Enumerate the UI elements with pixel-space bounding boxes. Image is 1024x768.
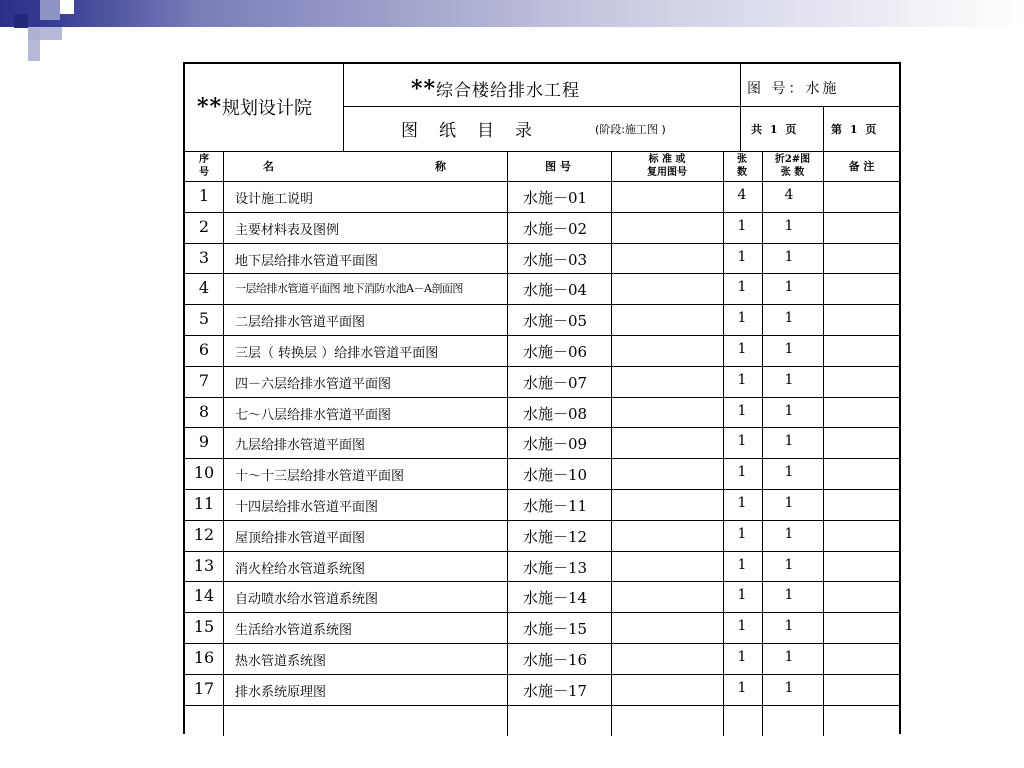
divider bbox=[185, 151, 899, 152]
row-sheet-count: 1 bbox=[737, 679, 747, 696]
col-header-standard: 标 准 或 复用图号 bbox=[647, 154, 687, 178]
row-seq-number: 10 bbox=[193, 463, 215, 483]
divider bbox=[185, 397, 899, 398]
row-fold-count: 1 bbox=[784, 402, 794, 419]
row-fold-count: 1 bbox=[784, 679, 794, 696]
decoration-block bbox=[40, 40, 62, 62]
col-header-sheets: 张 数 bbox=[737, 154, 747, 178]
row-fold-count: 1 bbox=[784, 495, 794, 511]
divider bbox=[185, 489, 899, 490]
row-fold-count: 1 bbox=[784, 279, 794, 296]
row-drawing-code: 水施－03 bbox=[523, 250, 588, 269]
row-fold-count: 1 bbox=[784, 310, 794, 327]
row-seq-number: 17 bbox=[193, 678, 215, 698]
row-seq-number: 5 bbox=[198, 309, 210, 329]
row-fold-count: 1 bbox=[784, 618, 794, 635]
divider bbox=[611, 151, 612, 736]
row-drawing-code: 水施－12 bbox=[523, 527, 588, 546]
decoration-square bbox=[40, 0, 60, 20]
row-seq-number: 13 bbox=[193, 555, 215, 575]
row-drawing-code: 水施－13 bbox=[523, 558, 588, 577]
divider bbox=[823, 151, 824, 736]
divider bbox=[185, 520, 899, 521]
project-title: **综合楼给排水工程 bbox=[411, 76, 581, 102]
row-seq-number: 2 bbox=[198, 216, 210, 236]
row-drawing-name: 十四层给排水管道平面图 bbox=[235, 500, 379, 515]
row-sheet-count: 1 bbox=[737, 279, 747, 296]
row-sheet-count: 1 bbox=[737, 587, 747, 604]
row-drawing-name: 热水管道系统图 bbox=[235, 654, 327, 669]
decoration-square bbox=[60, 0, 74, 14]
row-seq-number: 12 bbox=[193, 524, 215, 544]
row-seq-number: 8 bbox=[198, 401, 210, 421]
row-drawing-name: 三层（ 转换层 ）给排水管道平面图 bbox=[235, 346, 439, 361]
row-fold-count: 1 bbox=[784, 433, 794, 450]
row-drawing-name: 七～八层给排水管道平面图 bbox=[235, 407, 392, 423]
row-drawing-code: 水施－08 bbox=[523, 404, 588, 423]
divider bbox=[343, 106, 899, 107]
row-drawing-name: 一层给排水管道平面图 地下消防水池A－A剖面图 bbox=[235, 282, 463, 296]
row-drawing-code: 水施－09 bbox=[523, 435, 588, 454]
row-fold-count: 1 bbox=[784, 248, 794, 265]
divider bbox=[185, 304, 899, 305]
col-header-name-left: 名 bbox=[263, 160, 274, 173]
row-seq-number: 9 bbox=[198, 432, 210, 452]
divider bbox=[185, 612, 899, 613]
row-seq-number: 1 bbox=[198, 186, 210, 205]
row-sheet-count: 1 bbox=[737, 464, 747, 481]
drawing-number-label: 图 号：水施 bbox=[747, 81, 840, 97]
design-institute-name: **规划设计院 bbox=[197, 94, 313, 120]
catalog-title: 图纸目录 bbox=[401, 121, 553, 141]
decoration-square bbox=[66, 27, 80, 41]
row-sheet-count: 1 bbox=[737, 341, 747, 357]
row-seq-number: 14 bbox=[193, 586, 215, 606]
row-fold-count: 1 bbox=[784, 464, 794, 481]
divider bbox=[185, 551, 899, 552]
col-header-name-right: 称 bbox=[435, 160, 446, 173]
divider bbox=[507, 151, 508, 736]
row-seq-number: 6 bbox=[198, 340, 210, 359]
row-fold-count: 1 bbox=[784, 587, 794, 604]
total-pages: 共 1 页 bbox=[751, 123, 799, 136]
row-sheet-count: 1 bbox=[737, 618, 747, 635]
row-sheet-count: 1 bbox=[737, 495, 747, 511]
divider bbox=[185, 243, 899, 244]
col-header-seq: 序 号 bbox=[199, 154, 209, 178]
row-drawing-code: 水施－01 bbox=[523, 189, 588, 207]
row-drawing-code: 水施－11 bbox=[523, 497, 588, 515]
row-drawing-name: 四－六层给排水管道平面图 bbox=[235, 376, 392, 392]
row-sheet-count: 1 bbox=[737, 402, 747, 419]
row-drawing-code: 水施－15 bbox=[523, 620, 588, 639]
row-drawing-name: 排水系统原理图 bbox=[235, 684, 327, 700]
row-drawing-name: 生活给水管道系统图 bbox=[235, 623, 353, 639]
divider bbox=[185, 458, 899, 459]
row-drawing-code: 水施－10 bbox=[523, 466, 588, 485]
row-drawing-name: 主要材料表及图例 bbox=[235, 222, 340, 238]
row-fold-count: 1 bbox=[784, 525, 794, 542]
row-fold-count: 4 bbox=[784, 187, 794, 203]
divider bbox=[185, 366, 899, 367]
row-sheet-count: 1 bbox=[737, 371, 747, 388]
row-drawing-code: 水施－05 bbox=[523, 312, 588, 331]
divider bbox=[185, 705, 899, 706]
row-sheet-count: 1 bbox=[737, 649, 747, 665]
divider bbox=[823, 106, 824, 151]
row-drawing-code: 水施－16 bbox=[523, 651, 588, 669]
row-drawing-name: 屋顶给排水管道平面图 bbox=[235, 530, 366, 546]
row-seq-number: 15 bbox=[193, 617, 215, 637]
divider bbox=[185, 674, 899, 675]
divider bbox=[185, 643, 899, 644]
divider bbox=[740, 64, 741, 151]
row-drawing-name: 二层给排水管道平面图 bbox=[235, 315, 366, 331]
design-stage: (阶段:施工图 ) bbox=[595, 123, 666, 136]
row-seq-number: 3 bbox=[198, 247, 210, 267]
row-seq-number: 4 bbox=[198, 278, 210, 298]
decoration-square bbox=[14, 14, 28, 28]
decoration-square bbox=[28, 28, 40, 40]
row-drawing-name: 九层给排水管道平面图 bbox=[235, 438, 366, 454]
row-fold-count: 1 bbox=[784, 371, 794, 388]
page-number: 第 1 页 bbox=[831, 123, 879, 136]
row-drawing-name: 自动喷水给水管道系统图 bbox=[235, 592, 379, 608]
row-drawing-code: 水施－17 bbox=[523, 681, 588, 700]
row-sheet-count: 1 bbox=[737, 310, 747, 327]
row-drawing-code: 水施－04 bbox=[523, 281, 588, 300]
divider bbox=[185, 335, 899, 336]
divider bbox=[343, 64, 344, 151]
title-decoration-bar bbox=[0, 0, 1024, 27]
divider bbox=[185, 273, 899, 274]
row-sheet-count: 1 bbox=[737, 556, 747, 573]
row-drawing-code: 水施－07 bbox=[523, 373, 588, 392]
row-drawing-name: 消火栓给水管道系统图 bbox=[235, 561, 366, 577]
row-drawing-code: 水施－14 bbox=[523, 589, 588, 608]
row-sheet-count: 1 bbox=[737, 248, 747, 265]
divider bbox=[185, 427, 899, 428]
divider bbox=[185, 581, 899, 582]
row-drawing-name: 设计施工说明 bbox=[235, 192, 314, 207]
row-fold-count: 1 bbox=[784, 341, 794, 357]
col-header-drawing-no: 图 号 bbox=[545, 160, 571, 173]
row-fold-count: 1 bbox=[784, 649, 794, 665]
drawing-catalog-sheet bbox=[183, 62, 901, 734]
row-sheet-count: 1 bbox=[737, 525, 747, 542]
row-seq-number: 16 bbox=[193, 648, 215, 667]
col-header-fold-sheets: 折2#图 张 数 bbox=[774, 154, 811, 178]
col-header-remarks: 备 注 bbox=[848, 160, 875, 173]
row-drawing-code: 水施－02 bbox=[523, 219, 588, 238]
row-fold-count: 1 bbox=[784, 556, 794, 573]
divider bbox=[185, 212, 899, 213]
row-sheet-count: 1 bbox=[737, 433, 747, 450]
row-drawing-name: 十～十三层给排水管道平面图 bbox=[235, 469, 405, 485]
row-seq-number: 11 bbox=[193, 494, 215, 513]
row-drawing-name: 地下层给排水管道平面图 bbox=[235, 253, 379, 269]
row-seq-number: 7 bbox=[198, 370, 210, 390]
divider bbox=[185, 181, 899, 182]
divider bbox=[762, 151, 763, 736]
divider bbox=[223, 151, 224, 736]
row-fold-count: 1 bbox=[784, 217, 794, 234]
row-sheet-count: 1 bbox=[737, 217, 747, 234]
row-sheet-count: 4 bbox=[737, 187, 747, 203]
row-drawing-code: 水施－06 bbox=[523, 343, 588, 361]
